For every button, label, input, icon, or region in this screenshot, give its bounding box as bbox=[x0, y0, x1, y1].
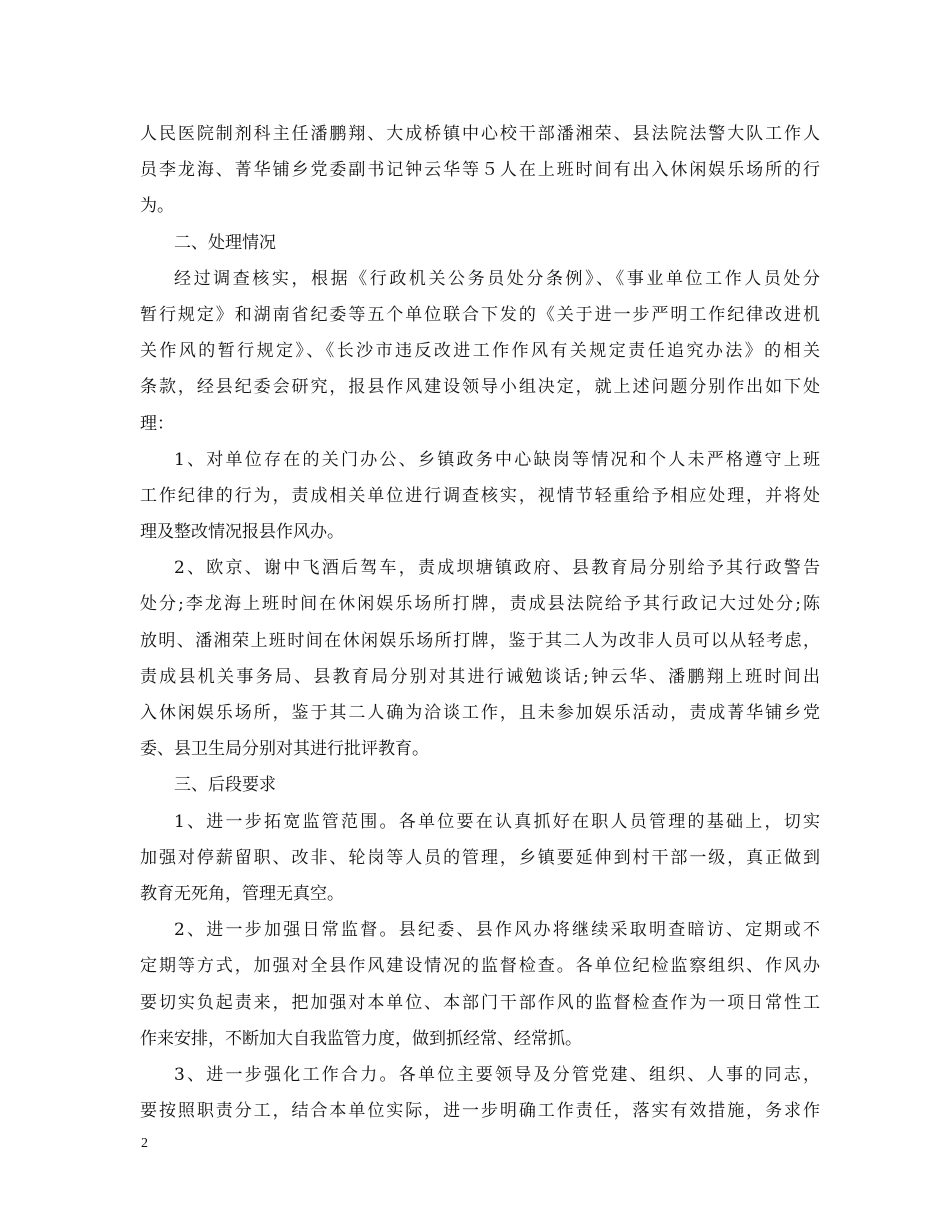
page-number: 2 bbox=[141, 1136, 148, 1151]
text-line: 关作风的暂行规定》、《长沙市违反改进工作作风有关规定责任追究办法》的相关 bbox=[140, 341, 820, 362]
section-heading: 三、后段要求 bbox=[174, 775, 276, 796]
document-body bbox=[140, 116, 820, 1129]
paragraph-first-line: 2、进一步加强日常监督。县纪委、县作风办将继续采取明查暗访、定期或不 bbox=[174, 920, 820, 941]
paragraph-first-line: 1、进一步拓宽监管范围。各单位要在认真抓好在职人员管理的基础上，切实 bbox=[174, 811, 820, 832]
text-line: 人民医院制剂科主任潘鹏翔、大成桥镇中心校干部潘湘荣、县法院法警大队工作人 bbox=[140, 124, 820, 144]
text-line: 委、县卫生局分别对其进行批评教育。 bbox=[140, 739, 429, 760]
text-line: 理： bbox=[140, 413, 174, 434]
paragraph-first-line: 3、进一步强化工作合力。各单位主要领导及分管党建、组织、人事的同志， bbox=[174, 1064, 820, 1085]
section-heading: 二、处理情况 bbox=[174, 232, 276, 253]
text-line: 加强对停薪留职、改非、轮岗等人员的管理，乡镇要延伸到村干部一级，真正做到 bbox=[140, 847, 820, 868]
text-line: 为。 bbox=[140, 196, 174, 217]
text-line: 教育无死角，管理无真空。 bbox=[140, 883, 344, 904]
text-line: 要切实负起责来，把加强对本单位、本部门干部作风的监督检查作为一项日常性工 bbox=[140, 992, 820, 1013]
text-line: 工作纪律的行为，责成相关单位进行调查核实，视情节轻重给予相应处理，并将处 bbox=[140, 485, 820, 506]
paragraph-first-line: 2、欧京、谢中飞酒后驾车，责成坝塘镇政府、县教育局分别给予其行政警告 bbox=[174, 558, 820, 579]
text-line: 条款，经县纪委会研究，报县作风建设领导小组决定，就上述问题分别作出如下处 bbox=[140, 377, 820, 398]
text-line: 放明、潘湘荣上班时间在休闲娱乐场所打牌，鉴于其二人为改非人员可以从轻考虑， bbox=[140, 630, 820, 651]
text-line: 作来安排，不断加大自我监管力度，做到抓经常、经常抓。 bbox=[140, 1028, 582, 1049]
text-line: 责成县机关事务局、县教育局分别对其进行诫勉谈话;钟云华、潘鹏翔上班时间出 bbox=[140, 666, 820, 687]
text-line: 定期等方式，加强对全县作风建设情况的监督检查。各单位纪检监察组织、作风办 bbox=[140, 956, 820, 977]
text-line: 要按照职责分工，结合本单位实际，进一步明确工作责任，落实有效措施，务求作 bbox=[140, 1101, 820, 1122]
text-line: 处分;李龙海上班时间在休闲娱乐场所打牌，责成县法院给予其行政记大过处分;陈 bbox=[140, 594, 820, 615]
text-line: 暂行规定》和湖南省纪委等五个单位联合下发的《关于进一步严明工作纪律改进机 bbox=[140, 304, 820, 325]
text-line: 员李龙海、菁华铺乡党委副书记钟云华等５人在上班时间有出入休闲娱乐场所的行 bbox=[140, 160, 820, 181]
text-line: 理及整改情况报县作风办。 bbox=[140, 522, 344, 543]
paragraph-first-line: 1、对单位存在的关门办公、乡镇政务中心缺岗等情况和个人未严格遵守上班 bbox=[174, 449, 820, 470]
text-line: 入休闲娱乐场所，鉴于其二人确为洽谈工作，且未参加娱乐活动，责成菁华铺乡党 bbox=[140, 703, 820, 723]
paragraph-first-line: 经过调查核实，根据《行政机关公务员处分条例》、《事业单位工作人员处分 bbox=[174, 268, 820, 289]
